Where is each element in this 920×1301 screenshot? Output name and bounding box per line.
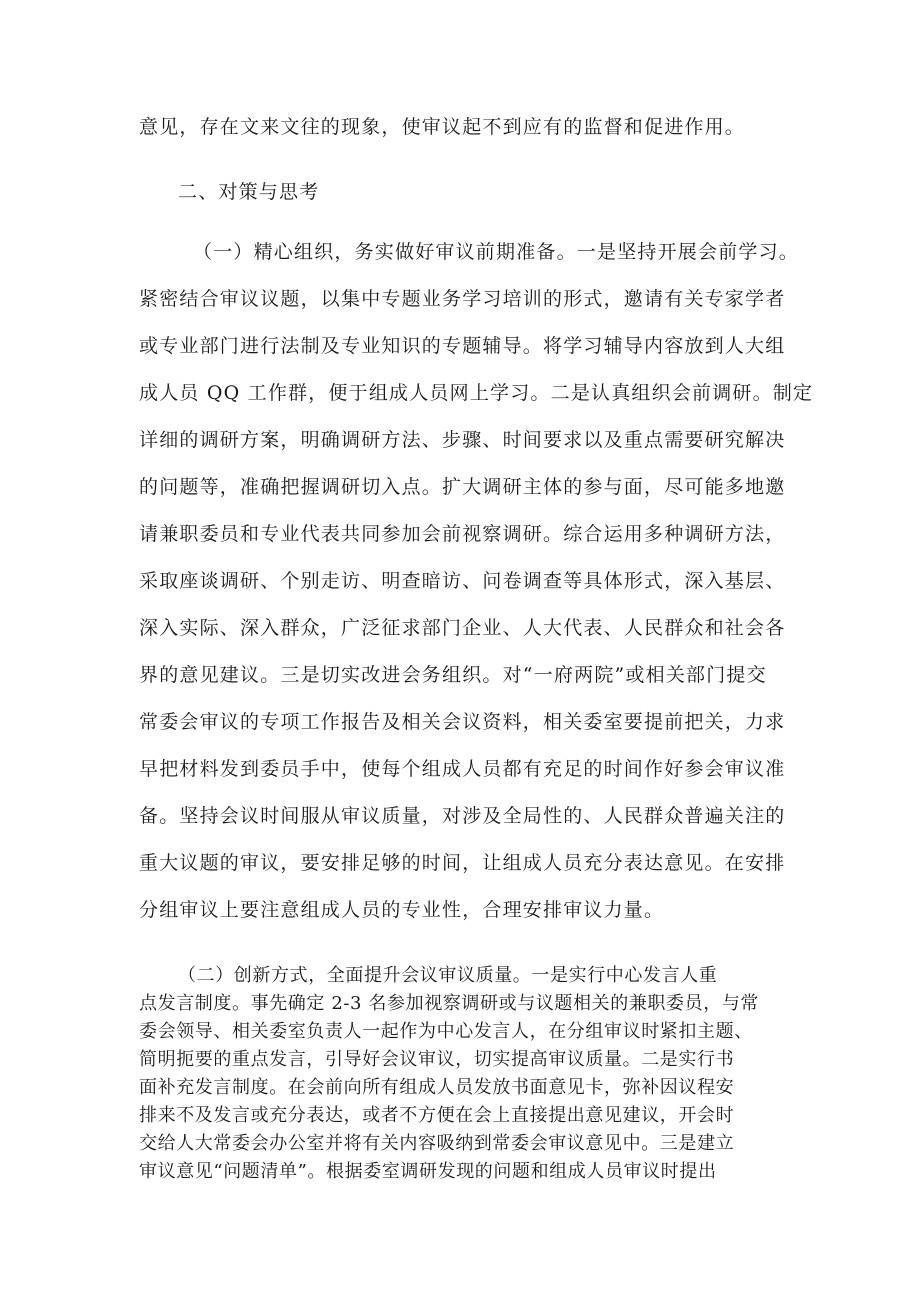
p2-line-1: （二）创新方式，全面提升会议审议质量。一是实行中心发言人重 [178,965,718,986]
p1-line-6: 的问题等，准确把握调研切入点。扩大调研主体的参与面，尽可能多地邀 [139,476,786,498]
p1-line-8: 采取座谈调研、个别走访、明查暗访、问卷调查等具体形式，深入基层、 [139,570,786,592]
p1-line-5: 详细的调研方案，明确调研方法、步骤、时间要求以及重点需要研究解决 [139,429,786,451]
p2-line-7: 交给人大常委会办公室并将有关内容吸纳到常委会审议意见中。三是建立 [139,1133,735,1154]
p1-line-7: 请兼职委员和专业代表共同参加会前视察调研。综合运用多种调研方法， [139,523,786,545]
p2-line-4: 简明扼要的重点发言，引导好会议审议，切实提高审议质量。二是实行书 [139,1049,735,1070]
p2-line-6: 排来不及发言或充分表达，或者不方便在会上直接提出意见建议，开会时 [139,1105,735,1126]
p1-line-12: 早把材料发到委员手中，使每个组成人员都有充足的时间作好参会审议准 [139,758,786,780]
p1-line-11: 常委会审议的专项工作报告及相关会议资料，相关委室要提前把关，力求 [139,711,786,733]
p1-line-14: 重大议题的审议，要安排足够的时间，让组成人员充分表达意见。在安排 [139,852,786,874]
p2-line-5: 面补充发言制度。在会前向所有组成人员发放书面意见卡，弥补因议程安 [139,1077,735,1098]
p2-line-3: 委会领导、相关委室负责人一起作为中心发言人，在分组审议时紧扣主题、 [139,1021,753,1042]
p2-line-8: 审议意见“问题清单”。根据委室调研发现的问题和组成人员审议时提出 [139,1161,717,1182]
p1-line-9: 深入实际、深入群众，广泛征求部门企业、人大代表、人民群众和社会各 [139,617,786,639]
p1-line-13: 备。坚持会议时间服从审议质量，对涉及全局性的、人民群众普遍关注的 [139,805,786,827]
p1-line-4: 成人员 QQ 工作群，便于组成人员网上学习。二是认真组织会前调研。制定 [139,382,814,404]
p2-line-2: 点发言制度。事先确定 2-3 名参加视察调研或与议题相关的兼职委员，与常 [139,993,760,1014]
p1-line-3: 或专业部门进行法制及专业知识的专题辅导。将学习辅导内容放到人大组 [139,335,786,357]
p1-line-15: 分组审议上要注意组成人员的专业性，合理安排审议力量。 [139,899,665,921]
p1-line-2: 紧密结合审议议题，以集中专题业务学习培训的形式，邀请有关专家学者 [139,288,786,310]
p1-line-10: 界的意见建议。三是切实改进会务组织。对“一府两院”或相关部门提交 [139,664,767,686]
section-heading: 二、对策与思考 [178,181,320,203]
p1-line-1: （一）精心组织，务实做好审议前期准备。一是坚持开展会前学习。 [193,241,800,263]
intro-line-1: 意见，存在文来文往的现象，使审议起不到应有的监督和促进作用。 [139,116,746,138]
